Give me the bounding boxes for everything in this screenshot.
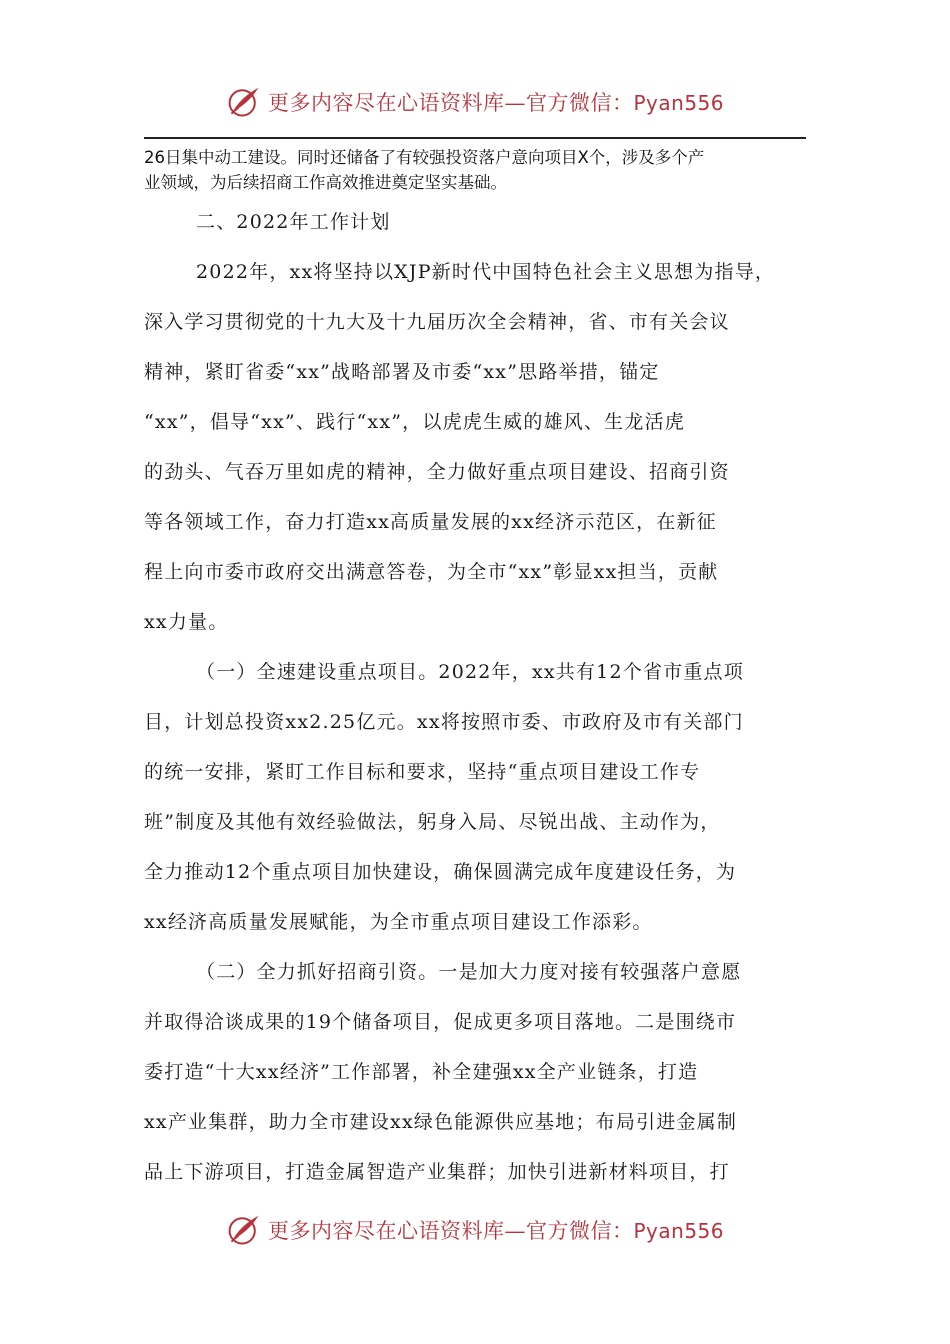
wechat-id: Pyan556 xyxy=(633,1219,724,1243)
paragraph-line: 等各领域工作，奋力打造xx高质量发展的xx经济示范区，在新征 xyxy=(144,511,717,533)
paragraph-line: 并取得洽谈成果的19个储备项目，促成更多项目落地。二是围绕市 xyxy=(144,1011,737,1033)
paragraph-line: 委打造“十大xx经济”工作部署，补全建强xx全产业链条，打造 xyxy=(144,1061,699,1083)
paragraph-line: 的统一安排，紧盯工作目标和要求，坚持“重点项目建设工作专 xyxy=(144,761,701,783)
paragraph-line: 深入学习贯彻党的十九大及十九届历次全会精神，省、市有关会议 xyxy=(144,311,730,333)
paragraph-line: xx产业集群，助力全市建设xx绿色能源供应基地；布局引进金属制 xyxy=(144,1111,738,1133)
quill-logo-icon xyxy=(226,1212,262,1248)
wechat-id: Pyan556 xyxy=(633,91,724,115)
paragraph-line: “xx”，倡导“xx”、践行“xx”，以虎虎生威的雄风、生龙活虎 xyxy=(144,411,685,433)
section-heading: 二、2022年工作计划 xyxy=(196,211,391,233)
footer-banner xyxy=(0,1208,950,1252)
paragraph-line: （一）全速建设重点项目。2022年，xx共有12个省市重点项 xyxy=(196,661,744,683)
paragraph-line: 2022年，xx将坚持以XJP新时代中国特色社会主义思想为指导， xyxy=(196,261,776,283)
paragraph-line: 全力推动12个重点项目加快建设，确保圆满完成年度建设任务，为 xyxy=(144,861,737,883)
paragraph-line: 精神，紧盯省委“xx”战略部署及市委“xx”思路举措，锚定 xyxy=(144,361,660,383)
paragraph-line: 目，计划总投资xx2.25亿元。xx将按照市委、市政府及市有关部门 xyxy=(144,711,744,733)
paragraph-line: xx力量。 xyxy=(144,611,229,633)
header-rule xyxy=(144,137,806,139)
paragraph-line: 的劲头、气吞万里如虎的精神，全力做好重点项目建设、招商引资 xyxy=(144,461,730,483)
banner-text: 更多内容尽在心语资料库—官方微信：Pyan556 xyxy=(267,1219,724,1243)
lead-line: 业领域，为后续招商工作高效推进奠定坚实基础。 xyxy=(144,173,507,192)
paragraph-line: xx经济高质量发展赋能，为全市重点项目建设工作添彩。 xyxy=(144,911,653,933)
header-banner xyxy=(0,80,950,124)
quill-logo-icon xyxy=(226,84,262,120)
paragraph-line: 班”制度及其他有效经验做法，躬身入局、尽锐出战、主动作为， xyxy=(144,811,721,833)
paragraph-line: 程上向市委市政府交出满意答卷，为全市“xx”彰显xx担当，贡献 xyxy=(144,561,719,583)
lead-line: 26日集中动工建设。同时还储备了有较强投资落户意向项目X个，涉及多个产 xyxy=(144,148,705,167)
banner-text: 更多内容尽在心语资料库—官方微信：Pyan556 xyxy=(267,91,724,115)
paragraph-line: （二）全力抓好招商引资。一是加大力度对接有较强落户意愿 xyxy=(196,961,742,983)
paragraph-line: 品上下游项目，打造金属智造产业集群；加快引进新材料项目，打 xyxy=(144,1161,730,1183)
